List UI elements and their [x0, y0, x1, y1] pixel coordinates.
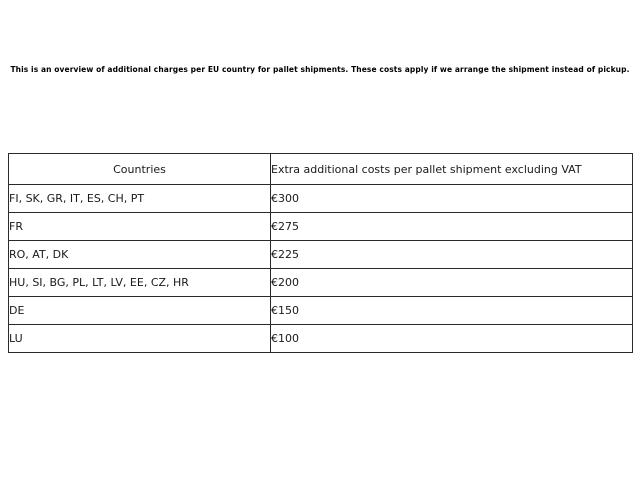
countries-cell: RO, AT, DK — [9, 241, 271, 269]
table-row — [9, 297, 633, 325]
table-row — [9, 325, 633, 353]
cost-cell: €300 — [271, 185, 633, 213]
header-costs: Extra additional costs per pallet shipment excluding VAT — [271, 154, 633, 185]
charges-table — [8, 153, 633, 353]
countries-cell: FR — [9, 213, 271, 241]
header-countries: Countries — [9, 154, 271, 185]
table-row — [9, 185, 633, 213]
countries-cell: HU, SI, BG, PL, LT, LV, EE, CZ, HR — [9, 269, 271, 297]
table-header-row — [9, 154, 633, 185]
cost-cell: €150 — [271, 297, 633, 325]
intro-text: This is an overview of additional charges per EU country for pallet shipments. These costs apply if we arrange the shipment instead of pickup. — [10, 65, 630, 74]
cost-cell: €225 — [271, 241, 633, 269]
cost-cell: €200 — [271, 269, 633, 297]
table-row — [9, 269, 633, 297]
cost-cell: €100 — [271, 325, 633, 353]
countries-cell: DE — [9, 297, 271, 325]
table-row — [9, 241, 633, 269]
table-row — [9, 213, 633, 241]
countries-cell: FI, SK, GR, IT, ES, CH, PT — [9, 185, 271, 213]
countries-cell: LU — [9, 325, 271, 353]
cost-cell: €275 — [271, 213, 633, 241]
